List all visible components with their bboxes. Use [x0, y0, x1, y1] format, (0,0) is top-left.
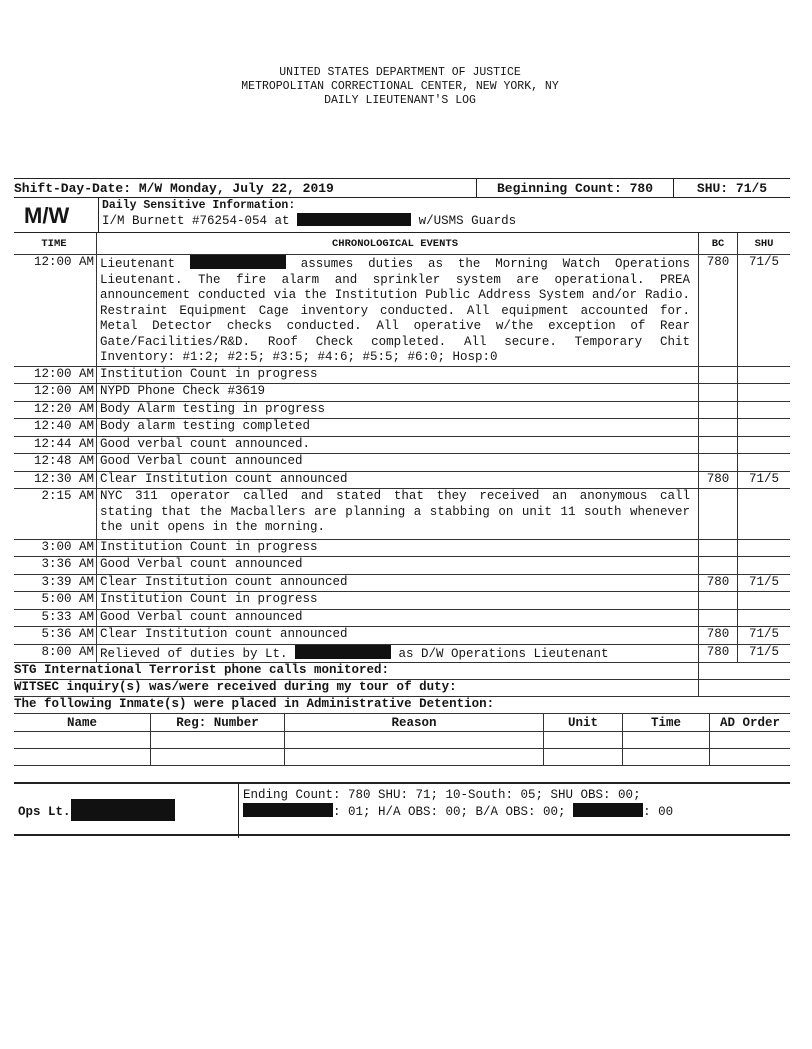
event-row	[14, 627, 790, 645]
event-text: Clear Institution count announced	[96, 471, 698, 489]
header-line-2: METROPOLITAN CORRECTIONAL CENTER, NEW YORK, NY	[241, 80, 559, 93]
event-time: 8:00 AM	[14, 644, 96, 663]
shift-code: M/W	[24, 203, 70, 228]
event-time: 5:36 AM	[14, 627, 96, 645]
event-bc: 780	[699, 471, 738, 489]
time-column-header: TIME	[14, 233, 96, 255]
bc-column-header: BC	[699, 233, 738, 255]
event-shu	[738, 489, 790, 540]
shu-count: SHU: 71/5	[674, 179, 791, 198]
detention-table	[14, 714, 790, 766]
event-bc	[699, 454, 738, 472]
event-row	[14, 489, 790, 540]
event-shu	[738, 557, 790, 575]
time-column-header: Time	[623, 714, 710, 732]
event-row	[14, 539, 790, 557]
events-table	[14, 233, 790, 663]
event-time: 3:36 AM	[14, 557, 96, 575]
event-row	[14, 471, 790, 489]
reg-number-column-header: Reg: Number	[151, 714, 285, 732]
detention-row	[14, 732, 790, 749]
event-bc	[699, 401, 738, 419]
event-text: Good Verbal count announced	[96, 454, 698, 472]
event-text: Institution Count in progress	[96, 366, 698, 384]
ops-lt-label: Ops Lt.	[18, 805, 71, 819]
event-time: 12:00 AM	[14, 384, 96, 402]
event-text-rest: Operations Lieutenant. The fire alarm and sprinkler system are operational. PREA announcement conducted via the Institution Public Address System and/or Radio. Restraint Equipment Cage inventory conducted. All equipment accounted for. Metal Detector checks conducted. All operative w/the exception of Rear Gate/Facilities/R&D. Roof Check completed. All secure. Temporary Chit Inventory: #1:2; #2:5; #3:5; #4:6; #5:5; #6:0; Hosp:0	[99, 257, 691, 364]
event-time: 12:40 AM	[14, 419, 96, 437]
event-text-after: as D/W Operations Lieutenant	[398, 646, 609, 661]
event-row	[14, 454, 790, 472]
event-text: Body Alarm testing in progress	[96, 401, 698, 419]
event-bc	[699, 436, 738, 454]
event-bc	[699, 384, 738, 402]
witsec-line: WITSEC inquiry(s) was/were received during my tour of duty:	[14, 680, 699, 697]
first-entry-row	[14, 255, 790, 367]
event-time: 2:15 AM	[14, 489, 96, 540]
event-text: Good verbal count announced.	[96, 436, 698, 454]
event-text: NYPD Phone Check #3619	[96, 384, 698, 402]
monitoring-rows	[14, 663, 790, 714]
sensitive-info	[98, 198, 516, 232]
event-row	[14, 609, 790, 627]
event-text-after: assumes duties as the Morning Watch	[300, 257, 601, 271]
event-text: Body alarm testing completed	[96, 419, 698, 437]
event-shu	[738, 419, 790, 437]
event-shu	[738, 436, 790, 454]
event-bc: 780	[699, 574, 738, 592]
ending-count-mid: : 01; H/A OBS: 00; B/A OBS: 00;	[333, 804, 566, 819]
event-bc: 780	[699, 627, 738, 645]
event-bc	[699, 366, 738, 384]
redaction-bar	[190, 255, 286, 269]
event-bc	[699, 489, 738, 540]
event-time: 5:33 AM	[14, 609, 96, 627]
event-bc	[699, 609, 738, 627]
events-column-header: CHRONOLOGICAL EVENTS	[96, 233, 698, 255]
event-shu	[738, 539, 790, 557]
ending-count-line-1: Ending Count: 780 SHU: 71; 10-South: 05; SHU OBS: 00;	[243, 788, 641, 802]
event-text: Good Verbal count announced	[96, 557, 698, 575]
event-text	[96, 644, 698, 663]
event-shu: 71/5	[738, 574, 790, 592]
event-shu: 71/5	[738, 471, 790, 489]
sensitive-info-text-after: w/USMS Guards	[418, 214, 517, 228]
event-text: Good Verbal count announced	[96, 609, 698, 627]
reason-column-header: Reason	[285, 714, 544, 732]
event-time: 12:00 AM	[14, 366, 96, 384]
sensitive-info-text-before: I/M Burnett #76254-054 at	[102, 214, 290, 228]
event-time: 3:00 AM	[14, 539, 96, 557]
event-shu: 71/5	[738, 255, 790, 367]
redaction-bar	[71, 799, 175, 821]
ending-count-line-2	[243, 803, 673, 820]
event-bc: 780	[699, 644, 738, 663]
shift-day-date: Shift-Day-Date: M/W Monday, July 22, 2019	[14, 180, 334, 196]
event-time: 12:44 AM	[14, 436, 96, 454]
event-shu	[738, 592, 790, 610]
redaction-bar	[295, 645, 391, 659]
event-time: 12:00 AM	[14, 255, 96, 367]
event-shu: 71/5	[738, 627, 790, 645]
event-text: NYC 311 operator called and stated that they received an anonymous call stating that the Macballers are planning a stabbing on unit 11 south whenever the unit opens in the morning.	[96, 489, 698, 540]
shu-column-header: SHU	[738, 233, 790, 255]
unit-column-header: Unit	[544, 714, 623, 732]
event-row	[14, 401, 790, 419]
event-row	[14, 384, 790, 402]
event-row	[14, 574, 790, 592]
footer	[14, 782, 790, 836]
stg-value	[699, 663, 791, 680]
beginning-count: Beginning Count: 780	[477, 179, 674, 198]
event-row	[14, 557, 790, 575]
last-entry-row	[14, 644, 790, 663]
ad-order-column-header: AD Order	[710, 714, 791, 732]
event-text-before: Lieutenant	[99, 257, 175, 271]
event-text	[96, 255, 698, 367]
event-shu	[738, 454, 790, 472]
header-line-3: DAILY LIEUTENANT'S LOG	[324, 94, 476, 107]
event-bc	[699, 419, 738, 437]
event-shu: 71/5	[738, 644, 790, 663]
ops-lt	[18, 799, 175, 821]
sensitive-info-label: Daily Sensitive Information:	[102, 199, 296, 212]
witsec-value	[699, 680, 791, 697]
log-form	[14, 178, 790, 836]
header-line-1: UNITED STATES DEPARTMENT OF JUSTICE	[279, 66, 521, 79]
event-text: Institution Count in progress	[96, 539, 698, 557]
event-bc	[699, 592, 738, 610]
detention-title: The following Inmate(s) were placed in Administrative Detention:	[14, 697, 790, 714]
event-row	[14, 366, 790, 384]
redaction-bar	[297, 213, 411, 226]
event-shu	[738, 609, 790, 627]
event-text: Clear Institution count announced	[96, 627, 698, 645]
event-shu	[738, 366, 790, 384]
event-bc	[699, 539, 738, 557]
event-time: 12:20 AM	[14, 401, 96, 419]
ending-count	[238, 784, 673, 838]
shift-row	[14, 178, 790, 198]
name-column-header: Name	[14, 714, 151, 732]
event-time: 3:39 AM	[14, 574, 96, 592]
redaction-bar	[573, 803, 643, 817]
event-row	[14, 592, 790, 610]
event-time: 12:30 AM	[14, 471, 96, 489]
ending-count-end: : 00	[643, 804, 674, 819]
event-bc: 780	[699, 255, 738, 367]
event-shu	[738, 384, 790, 402]
detention-row	[14, 749, 790, 766]
event-text: Clear Institution count announced	[96, 574, 698, 592]
sensitive-info-row	[14, 198, 790, 233]
event-row	[14, 419, 790, 437]
event-text-before: Relieved of duties by Lt.	[99, 646, 288, 661]
event-shu	[738, 401, 790, 419]
event-bc	[699, 557, 738, 575]
stg-line: STG International Terrorist phone calls monitored:	[14, 663, 699, 680]
event-row	[14, 436, 790, 454]
redaction-bar	[243, 803, 333, 817]
event-time: 12:48 AM	[14, 454, 96, 472]
event-time: 5:00 AM	[14, 592, 96, 610]
document-header	[0, 66, 800, 108]
event-text: Institution Count in progress	[96, 592, 698, 610]
